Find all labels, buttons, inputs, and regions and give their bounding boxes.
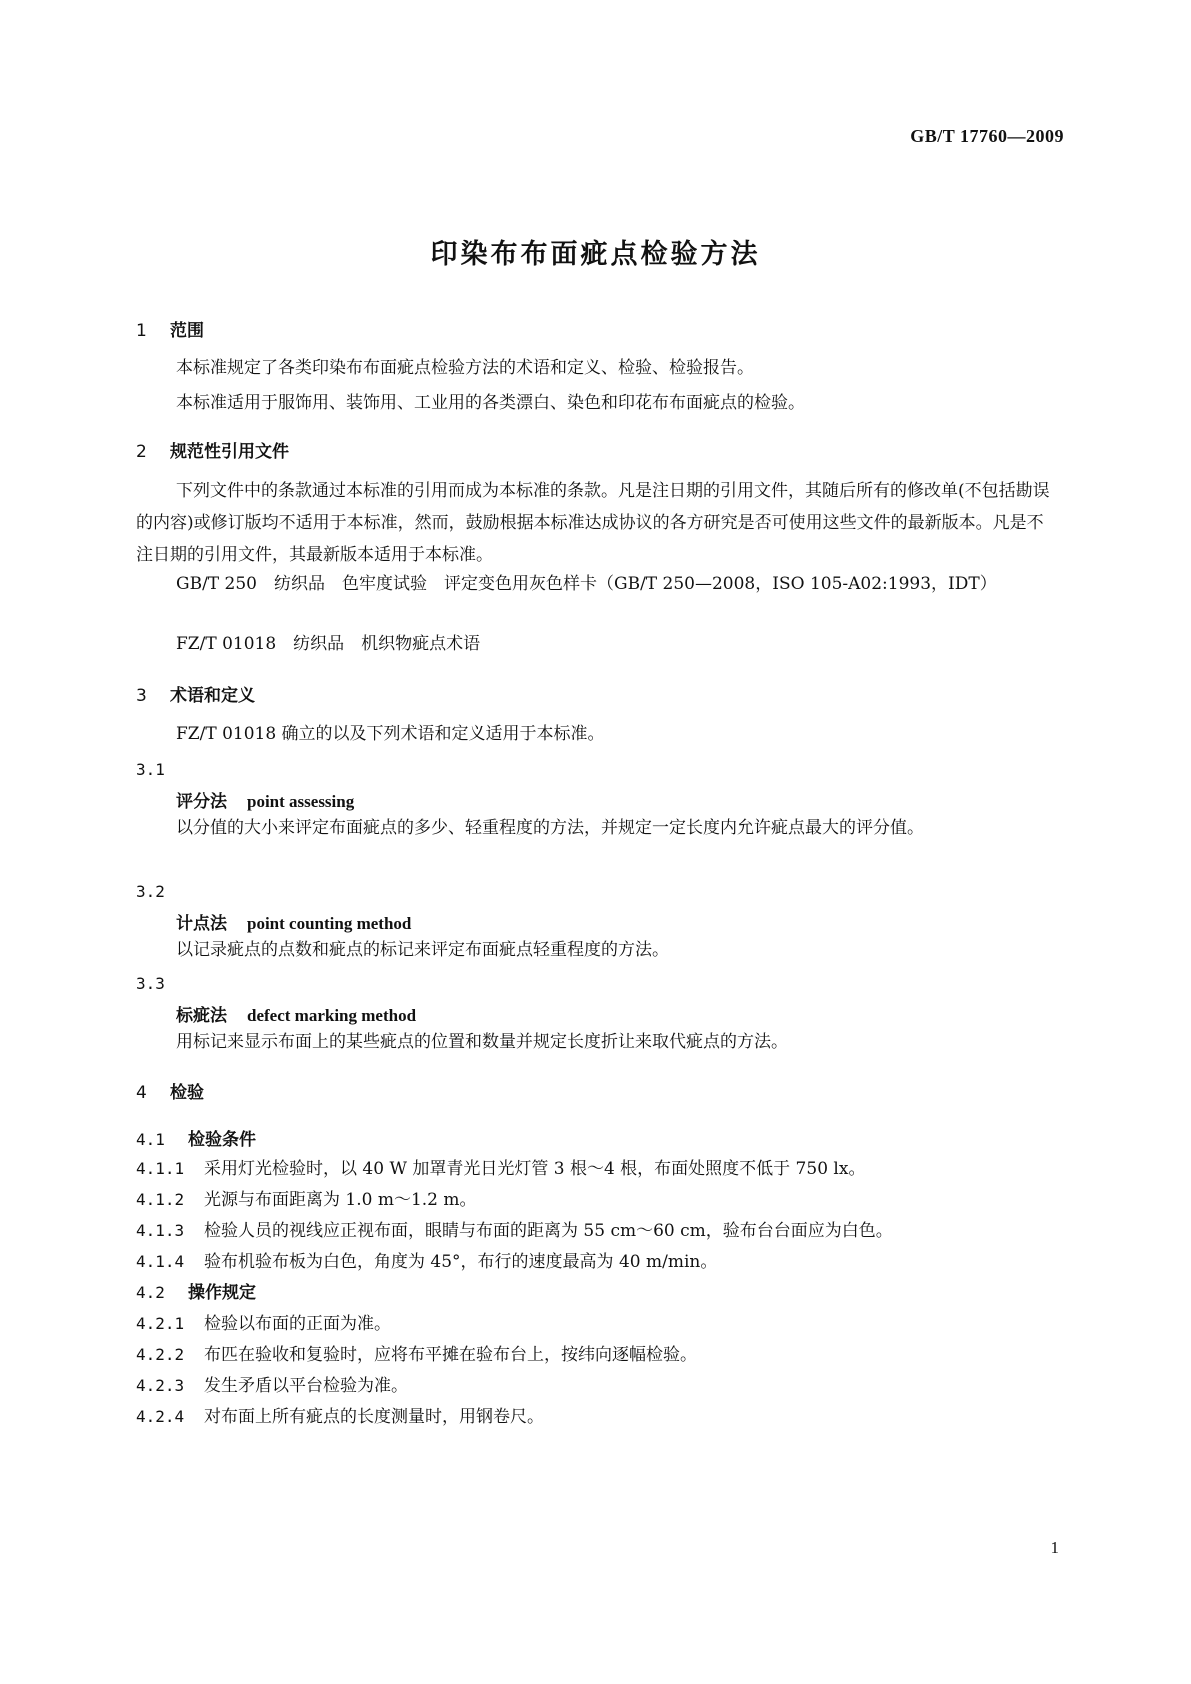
section-1-paragraph-2: 本标准适用于服饰用、装饰用、工业用的各类漂白、染色和印花布布面疵点的检验。 xyxy=(176,393,805,413)
term-3-3: 标疵法 defect marking method xyxy=(176,1006,417,1026)
term-3-1: 评分法 point assessing xyxy=(176,792,355,812)
subsection-4-1-heading: 4.1 检验条件 xyxy=(136,1130,256,1150)
term-3-1-number: 3.1 xyxy=(136,760,165,779)
section-1-heading: 1 范围 xyxy=(136,321,204,341)
term-3-2-definition: 以记录疵点的点数和疵点的标记来评定布面疵点轻重程度的方法。 xyxy=(176,940,669,960)
normative-reference-2: FZ/T 01018 纺织品 机织物疵点术语 xyxy=(176,634,481,654)
clause-4-1-4: 4.1.4 验布机验布板为白色，角度为 45°，布行的速度最高为 40 m/min。 xyxy=(136,1252,718,1272)
term-3-2-number: 3.2 xyxy=(136,882,165,901)
clause-4-2-1: 4.2.1 检验以布面的正面为准。 xyxy=(136,1314,391,1334)
section-2-heading: 2 规范性引用文件 xyxy=(136,442,289,462)
clause-4-2-4: 4.2.4 对布面上所有疵点的长度测量时，用钢卷尺。 xyxy=(136,1407,544,1427)
document-title: 印染布布面疵点检验方法 xyxy=(430,239,761,270)
clause-4-2-3: 4.2.3 发生矛盾以平台检验为准。 xyxy=(136,1376,408,1396)
section-2-paragraph: 下列文件中的条款通过本标准的引用而成为本标准的条款。凡是注日期的引用文件，其随后所有的修改单(不包括勘误的内容)或修订版均不适用于本标准，然而，鼓励根据本标准达成协议的各方研究是否可使用这些文件的最新版本。凡是不注日期的引用文件，其最新版本适用于本标准。 xyxy=(136,481,1050,565)
normative-reference-1: GB/T 250 纺织品 色牢度试验 评定变色用灰色样卡（GB/T 250—2008，ISO 105-A02:1993，IDT） xyxy=(176,574,997,594)
section-4-heading: 4 检验 xyxy=(136,1083,204,1103)
standard-code: GB/T 17760—2009 xyxy=(910,126,1064,146)
clause-4-1-3: 4.1.3 检验人员的视线应正视布面，眼睛与布面的距离为 55 cm～60 cm，验布台台面应为白色。 xyxy=(136,1221,893,1241)
section-3-intro: FZ/T 01018 确立的以及下列术语和定义适用于本标准。 xyxy=(176,724,605,744)
section-3-heading: 3 术语和定义 xyxy=(136,686,255,706)
clause-4-1-1: 4.1.1 采用灯光检验时，以 40 W 加罩青光日光灯管 3 根～4 根，布面处照度不低于 750 lx。 xyxy=(136,1159,866,1179)
term-3-3-number: 3.3 xyxy=(136,974,165,993)
clause-4-1-2: 4.1.2 光源与布面距离为 1.0 m～1.2 m。 xyxy=(136,1190,477,1210)
page-number: 1 xyxy=(1050,1538,1059,1557)
subsection-4-2-heading: 4.2 操作规定 xyxy=(136,1283,256,1303)
term-3-1-definition: 以分值的大小来评定布面疵点的多少、轻重程度的方法，并规定一定长度内允许疵点最大的评分值。 xyxy=(176,818,924,838)
term-3-2: 计点法 point counting method xyxy=(176,914,412,934)
clause-4-2-2: 4.2.2 布匹在验收和复验时，应将布平摊在验布台上，按纬向逐幅检验。 xyxy=(136,1345,697,1365)
term-3-3-definition: 用标记来显示布面上的某些疵点的位置和数量并规定长度折让来取代疵点的方法。 xyxy=(176,1032,788,1052)
section-1-paragraph-1: 本标准规定了各类印染布布面疵点检验方法的术语和定义、检验、检验报告。 xyxy=(176,358,754,378)
